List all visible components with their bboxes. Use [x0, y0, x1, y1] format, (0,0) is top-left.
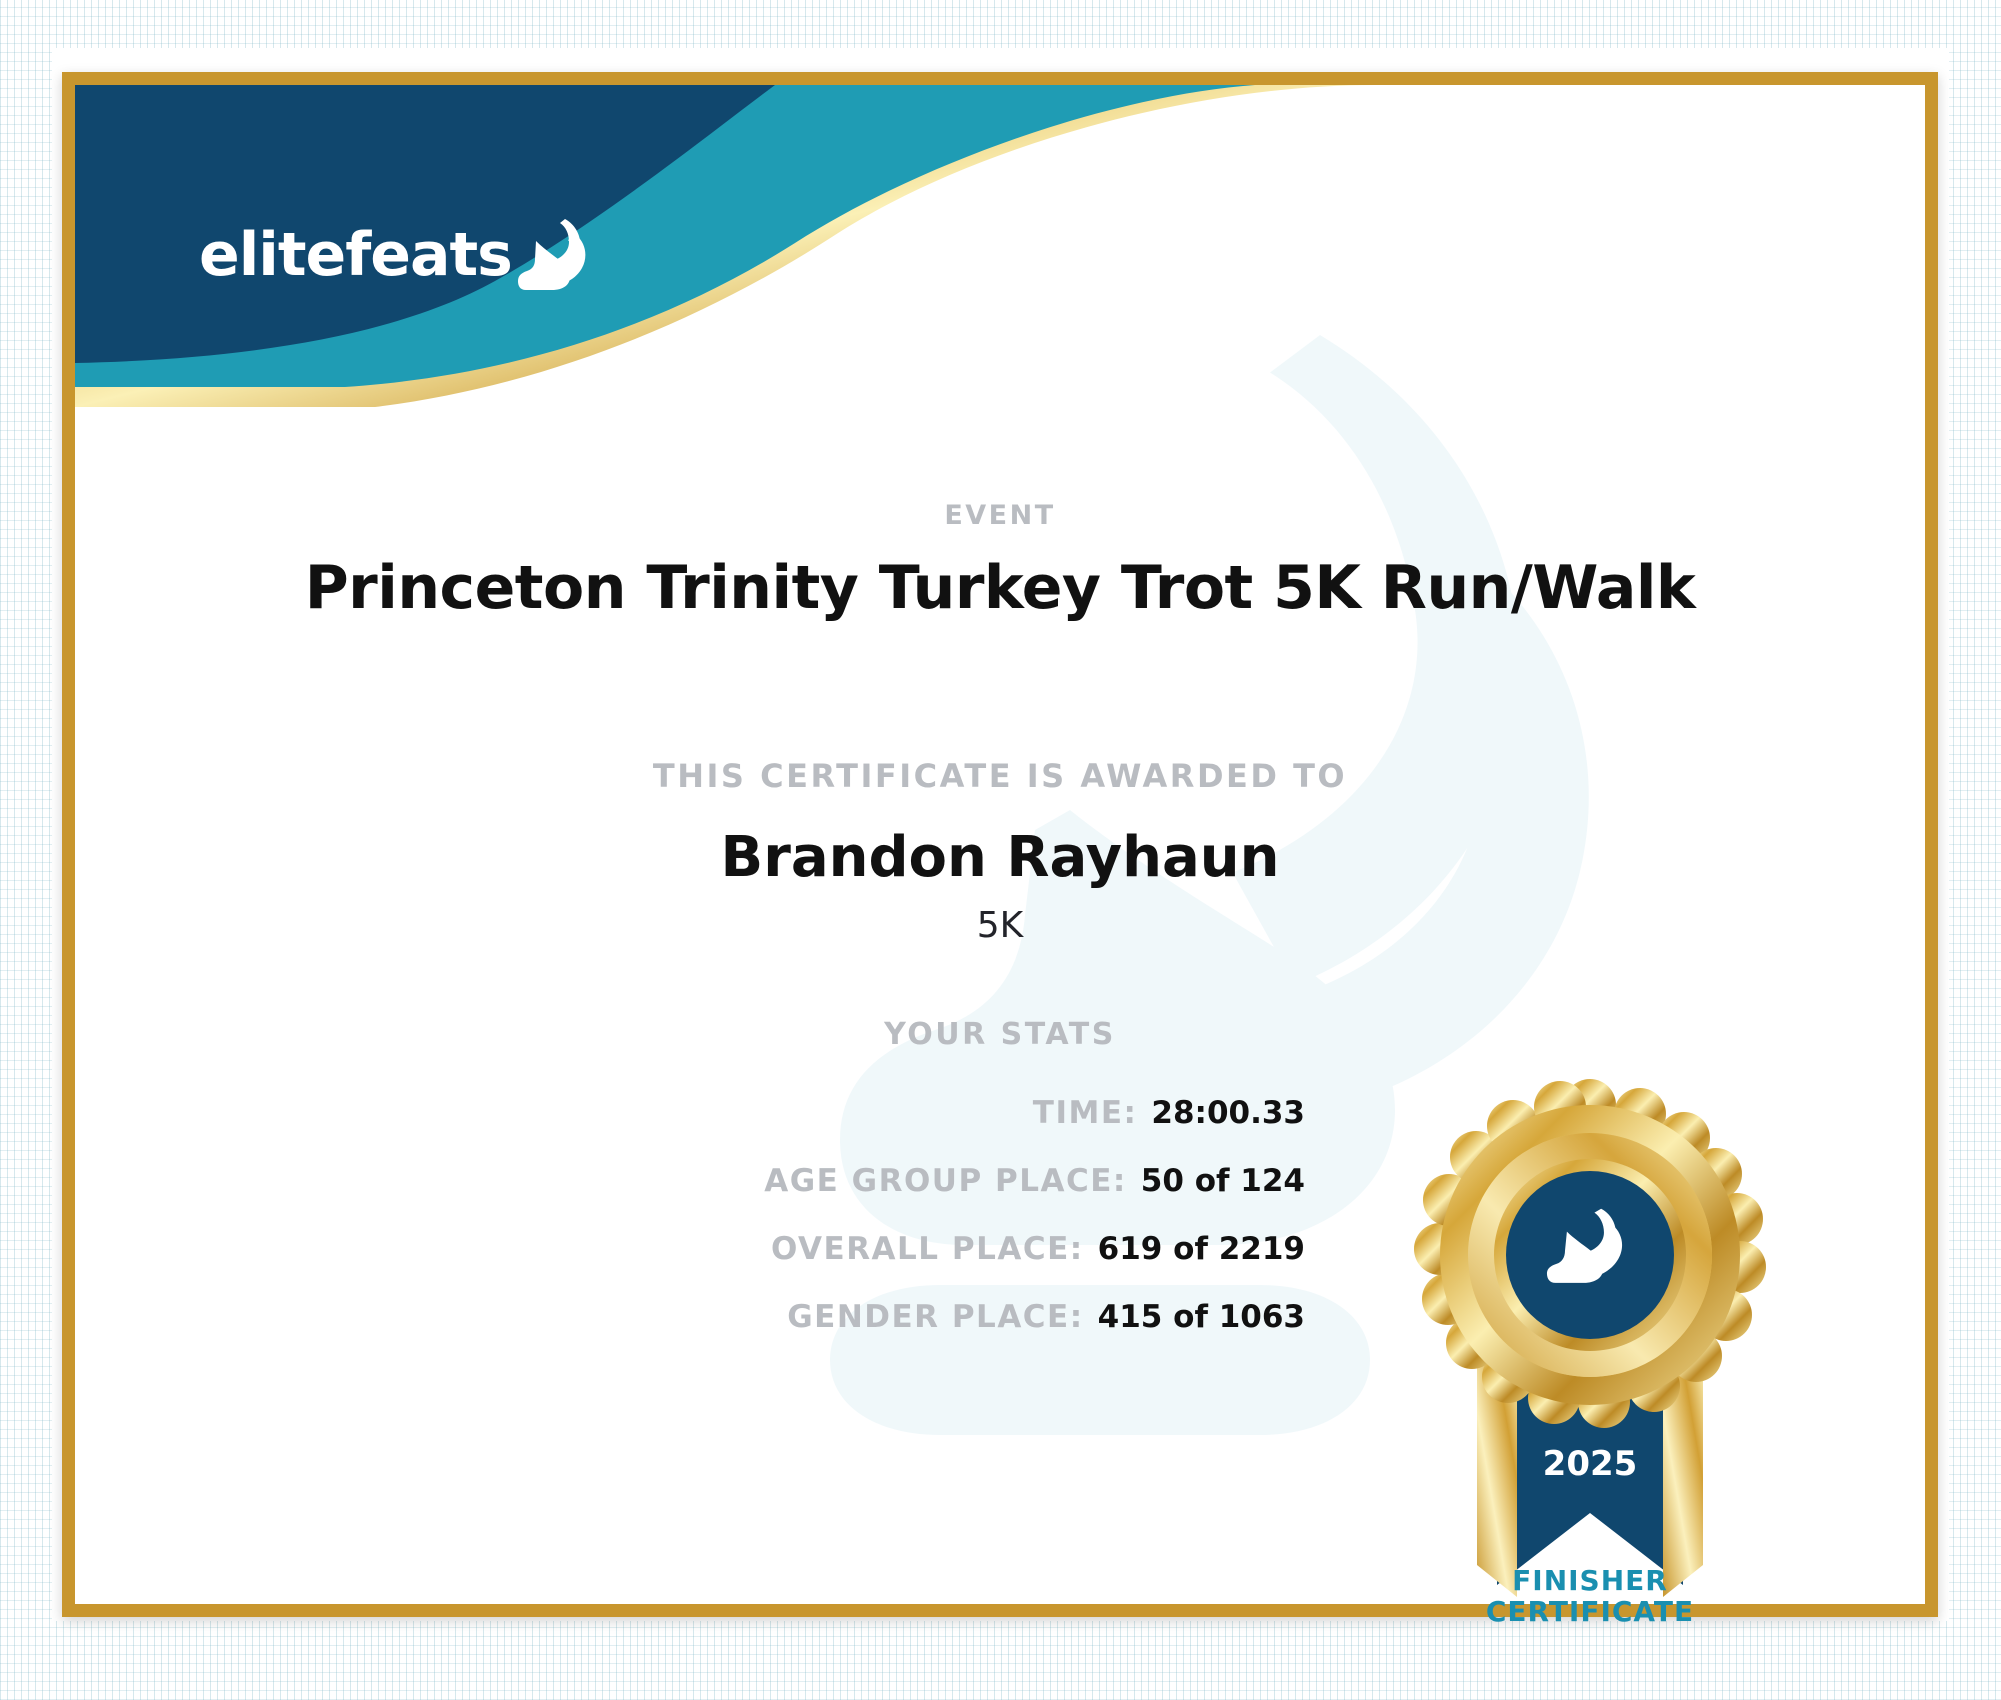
stat-row [455, 1163, 1305, 1207]
recipient-name: Brandon Rayhaun [720, 825, 1280, 890]
stat-value-age-group-place: 50 of 124 [1140, 1163, 1305, 1199]
stat-row [455, 1299, 1305, 1343]
awarded-to-label: THIS CERTIFICATE IS AWARDED TO [652, 757, 1348, 795]
brand-logo [199, 215, 588, 295]
stat-key-overall-place: OVERALL PLACE: [771, 1231, 1084, 1267]
stat-key-time: TIME: [1032, 1095, 1138, 1131]
stats-label: YOUR STATS [884, 1017, 1116, 1052]
stat-row [455, 1095, 1305, 1139]
stat-value-time: 28:00.33 [1151, 1095, 1305, 1131]
medal-caption-line1: FINISHER [1512, 1564, 1668, 1597]
award-medal-ribbon-icon [1425, 1085, 1755, 1629]
stat-value-gender-place: 415 of 1063 [1097, 1299, 1305, 1335]
stats-list [455, 1095, 1305, 1367]
event-label: EVENT [944, 500, 1056, 531]
event-name: Princeton Trinity Turkey Trot 5K Run/Walk [304, 553, 1696, 623]
stat-key-gender-place: GENDER PLACE: [787, 1299, 1084, 1335]
certificate-body [75, 85, 1925, 1629]
medal-year-text: 2025 [1542, 1444, 1638, 1484]
brand-logo-text: elitefeats [199, 220, 512, 290]
certificate-frame [62, 72, 1938, 1629]
division-name: 5K [976, 905, 1024, 946]
medal-caption-line2: CERTIFICATE [1485, 1595, 1695, 1629]
stat-row [455, 1231, 1305, 1275]
winged-foot-icon [518, 215, 588, 295]
stat-value-overall-place: 619 of 2219 [1097, 1231, 1305, 1267]
medal-caption [1425, 1565, 1755, 1628]
stat-key-age-group-place: AGE GROUP PLACE: [764, 1163, 1127, 1199]
